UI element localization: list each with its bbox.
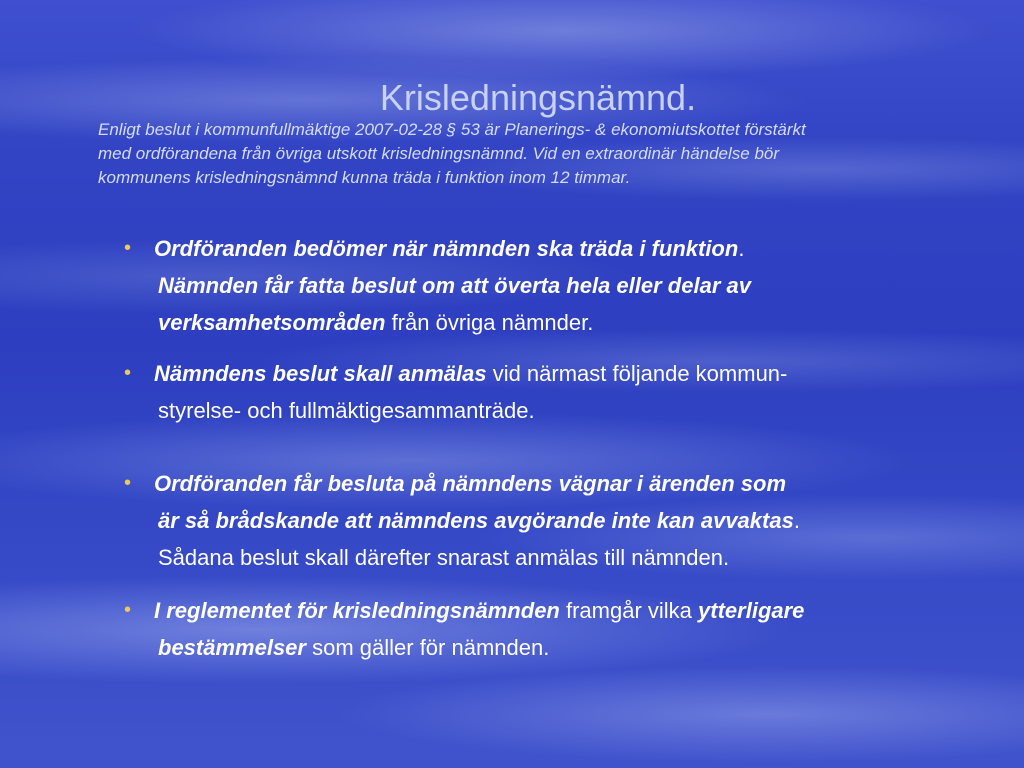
- bullet-text-emphasis: Ordföranden bedömer när nämnden ska träda i funktion: [154, 236, 739, 261]
- bullet-text: som gäller för nämnden.: [305, 635, 550, 660]
- title-block: [98, 78, 978, 190]
- bullet-text: .: [738, 236, 745, 261]
- bullet-text: vid närmast följande kommun-: [486, 361, 788, 386]
- bullet-text-emphasis: I reglementet för krisledningsnämnden: [154, 598, 560, 623]
- bullet-text: Sådana beslut skall därefter snarast anmälas till nämnden.: [158, 545, 730, 570]
- bullet-text: .: [793, 508, 800, 533]
- subtitle-line: med ordförandena från övriga utskott krisledningsnämnd. Vid en extraordinär händelse bör: [98, 144, 780, 163]
- bullet-item: [124, 230, 944, 341]
- bullet-dot-icon: •: [124, 472, 132, 494]
- bullet-dot-icon: •: [124, 362, 132, 384]
- bullet-item: [124, 465, 944, 576]
- slide-subtitle: [98, 118, 978, 190]
- bullet-text-emphasis: är så brådskande att nämndens avgörande inte kan avvaktas: [158, 508, 794, 533]
- bullet-text: styrelse- och fullmäktigesammanträde.: [158, 398, 535, 423]
- bullet-dot-icon: •: [124, 599, 132, 621]
- bullet-item: [124, 592, 944, 666]
- bullet-text: från övriga nämnder.: [385, 310, 594, 335]
- slide-title: Krisledningsnämnd.: [379, 77, 697, 118]
- bullet-text-emphasis: verksamhetsområden: [158, 310, 386, 335]
- bullet-text-emphasis: Nämndens beslut skall anmälas: [154, 361, 487, 386]
- bullet-text: framgår vilka: [559, 598, 699, 623]
- bullet-text-emphasis: Ordföranden får besluta på nämndens vägnar i ärenden som: [154, 471, 787, 496]
- bullet-dot-icon: •: [124, 237, 132, 259]
- subtitle-line: kommunens krisledningsnämnd kunna träda i funktion inom 12 timmar.: [98, 168, 631, 187]
- subtitle-line: Enligt beslut i kommunfullmäktige 2007-02-28 § 53 är Planerings- & ekonomiutskottet förstärkt: [98, 120, 806, 139]
- bullet-text-emphasis: Nämnden får fatta beslut om att överta hela eller delar av: [158, 273, 751, 298]
- bullet-item: [124, 355, 944, 429]
- bullet-text-emphasis: bestämmelser: [158, 635, 306, 660]
- bullet-text-emphasis: ytterligare: [698, 598, 805, 623]
